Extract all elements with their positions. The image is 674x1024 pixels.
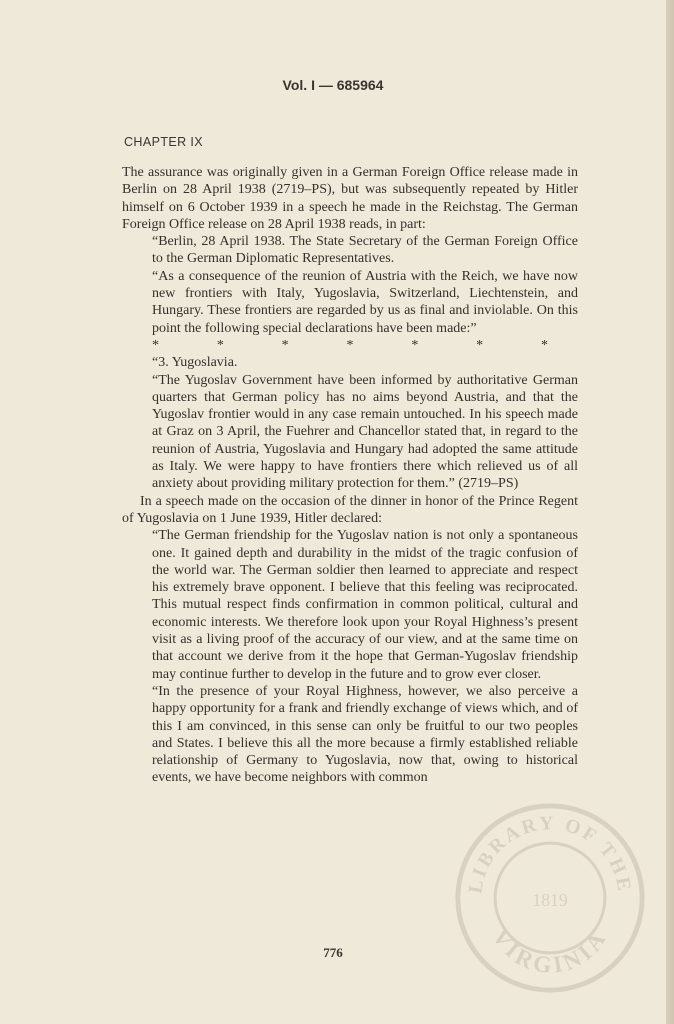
quote-yugoslav-government: “The Yugoslav Government have been informed by authoritative German quarters that German policy has no aims beyond Austria, and that the Yugoslav frontier would in any case remain untouched. In his speech made at Graz on 3 April, the Fuehrer and Chancellor stated that, in regard to the reunion of Austria, Yugoslavia and Hungary had adopted the same attitude as Italy. We were happy to have frontiers there which relieved us of all anxiety about providing military protection for them.” (2719–PS)	[152, 372, 578, 492]
quote-reunion: “As a consequence of the reunion of Austria with the Reich, we have now new frontiers with Italy, Yugoslavia, Switzerland, Liechtenstein, and Hungary. These frontiers are regarded by us as final and inviolable. On this point the following special declarations have been made:”	[152, 268, 578, 336]
star: *	[476, 337, 484, 353]
body-text	[122, 164, 578, 787]
quote-yugoslavia-heading: “3. Yugoslavia.	[152, 355, 238, 371]
paragraph-intro: The assurance was originally given in a German Foreign Office release made in Berlin on 28 April 1938 (2719–PS), but was subsequently repeated by Hitler himself on 6 October 1939 in a speech he made in the Reichstag. The German Foreign Office release on 28 April 1938 reads, in part:	[122, 165, 578, 232]
svg-text:1819: 1819	[532, 889, 568, 910]
star: *	[346, 337, 354, 353]
star: *	[216, 337, 224, 353]
ellipsis-stars	[152, 337, 578, 354]
svg-text:VIRGINIA: VIRGINIA	[486, 924, 614, 980]
paragraph-speech-intro: In a speech made on the occasion of the dinner in honor of the Prince Regent of Yugoslavia on 1 June 1939, Hitler declared:	[122, 493, 578, 526]
page-number: 776	[323, 945, 343, 960]
star: *	[411, 337, 419, 353]
quote-royal-highness: “In the presence of your Royal Highness, however, we also perceive a happy opportunity for a frank and friendly exchange of views which, and of this I am convinced, in this sense can only be fruitful to our two peoples and States. I believe this all the more because a firmly established reliable relationship of Germany to Yugoslavia, now that, owing to historical events, we have become neighbors with common	[152, 683, 578, 786]
chapter-heading: CHAPTER IX	[124, 135, 204, 149]
star: *	[540, 337, 548, 353]
quote-german-friendship: “The German friendship for the Yugoslav nation is not only a spontaneous one. It gained depth and durability in the midst of the tragic confusion of the world war. The German soldier then learned to appreciate and respect his extremely brave opponent. I believe that this feeling was reciprocated. This mutual respect finds confirmation in common political, cultural and economic interests. We therefore look upon your Royal Highness’s present visit as a living proof of the accuracy of our view, and at the same time on that account we derive from it the hope that German-Yugoslav friendship may continue further to develop in the future and to grow ever closer.	[152, 528, 578, 682]
svg-text:LIBRARY OF THE: LIBRARY OF THE	[465, 813, 635, 895]
quote-berlin-dateline: “Berlin, 28 April 1938. The State Secretary of the German Foreign Office to the German Diplomatic Representatives.	[152, 234, 578, 267]
page-edge	[666, 0, 674, 1024]
library-stamp-watermark	[452, 800, 648, 996]
star: *	[281, 337, 289, 353]
star: *	[152, 337, 159, 353]
running-head: Vol. I — 685964	[282, 77, 384, 93]
